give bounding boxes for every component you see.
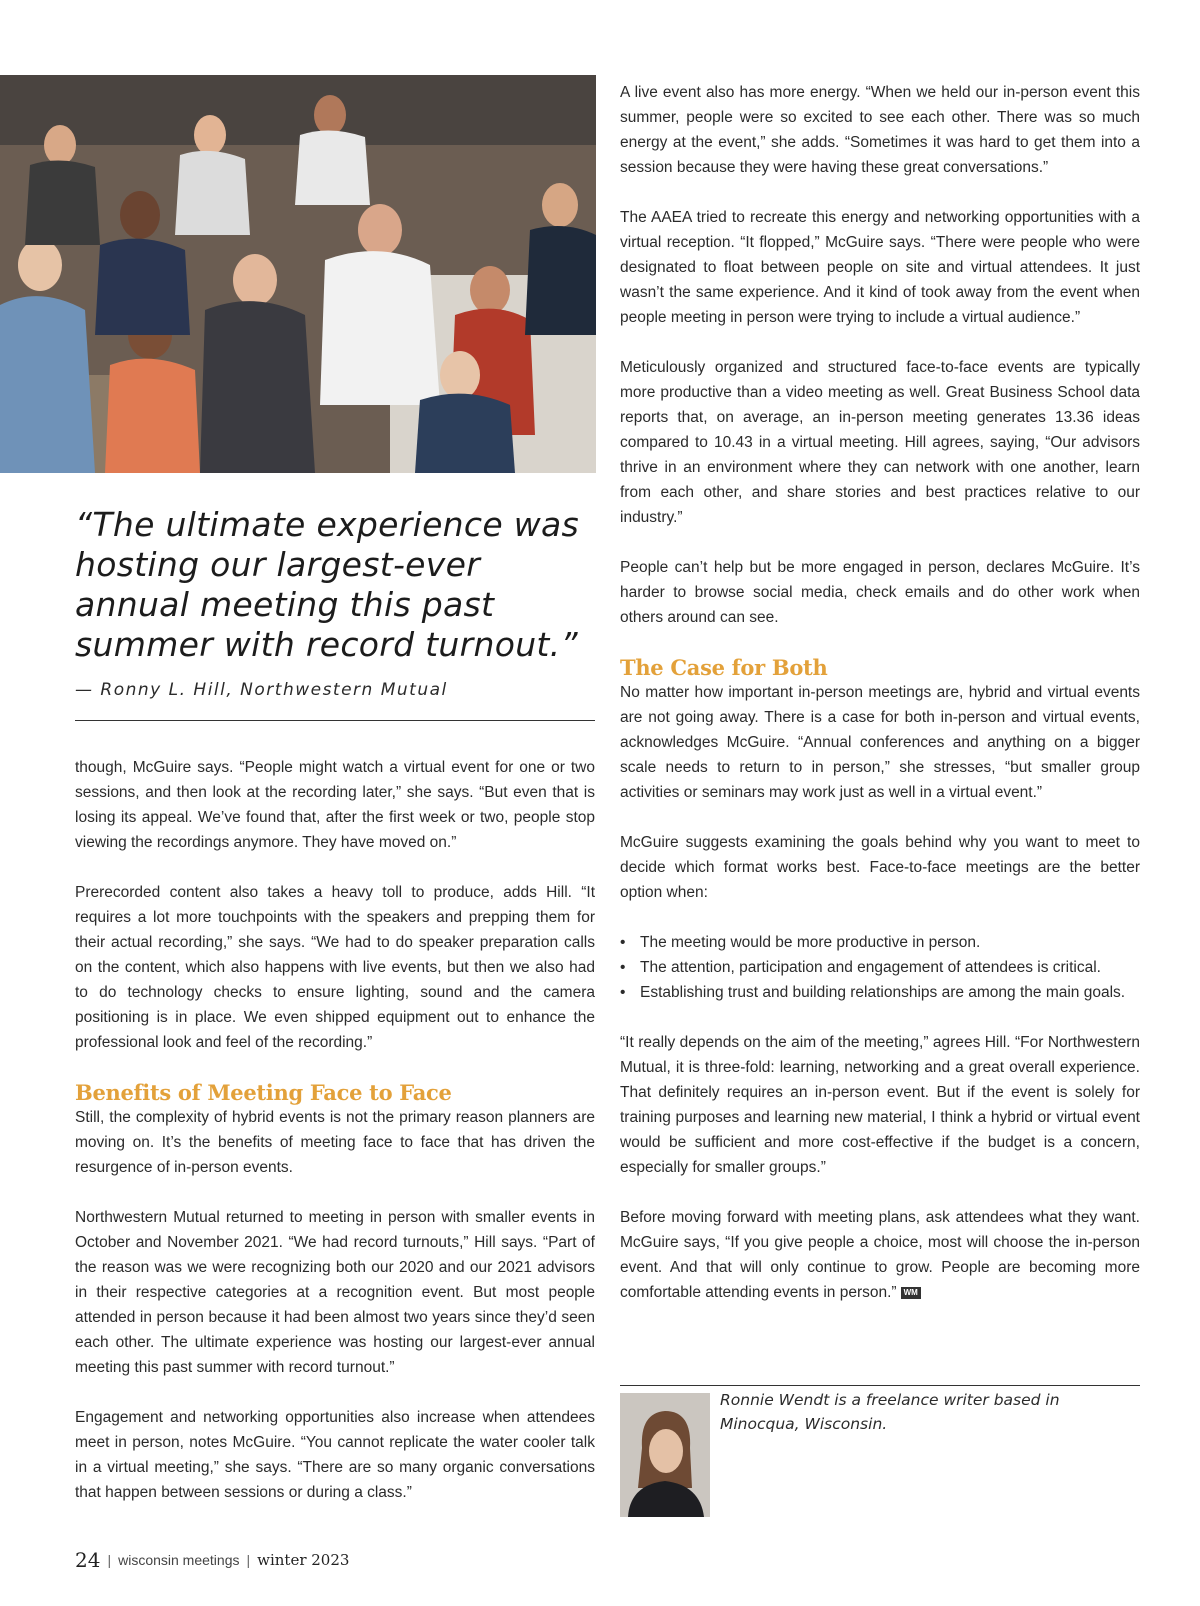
paragraph: Prerecorded content also takes a heavy toll to produce, adds Hill. “It requires a lot more touchpoints with the speakers and prepping them for their actual recording,” she says. “We had to do speaker preparation calls on the content, which also happens with live events, but then we also had to do technology checks to ensure lighting, sound and the camera positioning is in place. We even shipped equipment out to enhance the professional look and feel of the recording.” [75, 884, 595, 1051]
paragraph: “It really depends on the aim of the meeting,” agrees Hill. “For Northwestern Mutual, it is three-fold: learning, networking and a great overall experience. That definitely requires an in-person event. But if the event is solely for training purposes and learning new material, I think a hybrid or virtual event would be sufficient and more cost-effective if the budget is a concern, especially for smaller groups.” [620, 1034, 1140, 1176]
author-bio: Ronnie Wendt is a freelance writer based in Minocqua, Wisconsin. [720, 1391, 1060, 1433]
paragraph: though, McGuire says. “People might watch a virtual event for one or two sessions, and then look at the recording later,” she says. “But even that is losing its appeal. We’ve found that, after the first week or two, people stop viewing the recordings anymore. They have moved on.” [75, 759, 595, 851]
author-photo [620, 1393, 710, 1517]
list-item: • Establishing trust and building relationships are among the main goals. [640, 980, 1140, 1005]
paragraph: McGuire suggests examining the goals behind why you want to meet to decide which format works best. Face-to-face meetings are the better option when: [620, 834, 1140, 901]
pull-quote-attribution: — Ronny L. Hill, Northwestern Mutual [75, 680, 448, 700]
left-column [75, 755, 595, 1530]
page-footer [75, 1548, 349, 1572]
paragraph-text: Before moving forward with meeting plans, ask attendees what they want. McGuire says, “If you give people a choice, most will choose the in-person event. And that will only continue to grow. People are becoming more comfortable attending events in person.” [620, 1209, 1140, 1301]
bullet-list [620, 930, 1140, 1005]
divider [75, 720, 595, 721]
paragraph: People can’t help but be more engaged in person, declares McGuire. It’s harder to browse social media, check emails and do other work when others around can see. [620, 559, 1140, 626]
paragraph: Northwestern Mutual returned to meeting in person with smaller events in October and November 2021. “We had record turnouts,” Hill says. “Part of the reason was we were recognizing both our 2020 and our 2021 advisors in their respective categories at a recognition event. But most people attended in person because it had been almost two years since they’d seen each other. The ultimate experience was hosting our largest-ever annual meeting this past summer with record turnout.” [75, 1209, 595, 1376]
pull-quote: “The ultimate experience was hosting our largest-ever annual meeting this past summer with record turnout.” [75, 505, 580, 664]
paragraph: The AAEA tried to recreate this energy and networking opportunities with a virtual reception. “It flopped,” McGuire says. “There were people who were designated to float between people on site and virtual attendees. It just wasn’t the same experience. And it kind of took away from the event when people meeting in person were trying to include a virtual audience.” [620, 209, 1140, 326]
event-crowd-photo [0, 75, 596, 473]
paragraph-last [620, 1205, 1140, 1305]
paragraph: No matter how important in-person meetings are, hybrid and virtual events are not going away. There is a case for both in-person and virtual events, acknowledges McGuire. “Annual conferences and anything on a bigger scale needs to return to in person,” she stresses, “but smaller group activities or seminars may work just as well in a virtual event.” [620, 684, 1140, 801]
issue-label: winter 2023 [257, 1551, 350, 1569]
end-mark-icon: WM [901, 1287, 921, 1299]
section-heading-case-for-both: The Case for Both [620, 655, 828, 680]
paragraph: Engagement and networking opportunities also increase when attendees meet in person, notes McGuire. “You cannot replicate the water cooler talk in a virtual meeting,” she says. “There are so many organic conversations that happen between sessions or during a class.” [75, 1409, 595, 1501]
paragraph: Meticulously organized and structured face-to-face events are typically more productive than a video meeting as well. Great Business School data reports that, on average, an in-person meeting generates 13.36 ideas compared to 10.43 in a virtual meeting. Hill agrees, saying, “Our advisors thrive in an environment where they can network with one another, learn from each other, and share stories and best practices relative to our industry.” [620, 359, 1140, 526]
separator: | [107, 1552, 112, 1568]
separator: | [246, 1552, 251, 1568]
divider [620, 1385, 1140, 1386]
page-number: 24 [75, 1548, 101, 1572]
paragraph: Still, the complexity of hybrid events is not the primary reason planners are moving on. It’s the benefits of meeting face to face that has driven the resurgence of in-person events. [75, 1109, 595, 1176]
section-heading-benefits: Benefits of Meeting Face to Face [75, 1080, 452, 1105]
publication-name: wisconsin meetings [118, 1552, 240, 1568]
right-column [620, 80, 1140, 1330]
list-item: • The meeting would be more productive in person. [640, 930, 1140, 955]
paragraph: A live event also has more energy. “When we held our in-person event this summer, people were so excited to see each other. There was so much energy at the event,” she adds. “Sometimes it was hard to get them into a session because they were having these great conversations.” [620, 84, 1140, 176]
list-item: • The attention, participation and engagement of attendees is critical. [640, 955, 1140, 980]
